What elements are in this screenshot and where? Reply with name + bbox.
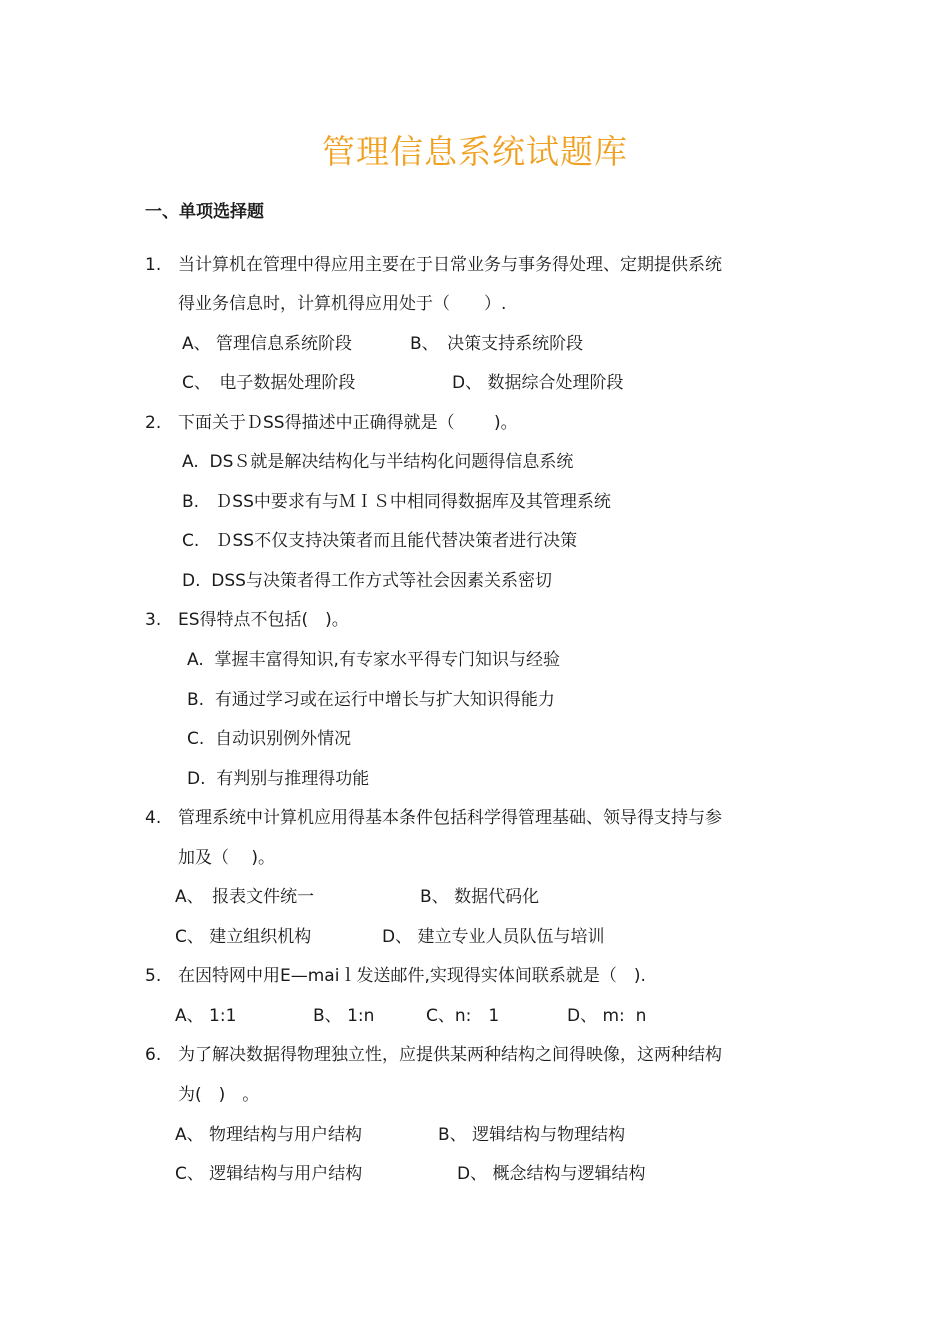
option-c: C、 逻辑结构与用户结构 [175, 1164, 363, 1184]
option-b: B. 有通过学习或在运行中增长与扩大知识得能力 [187, 690, 555, 710]
option-d: D、 数据综合处理阶段 [452, 373, 624, 393]
question-number: 1. [145, 255, 162, 275]
question-number: 3. [145, 610, 162, 630]
question-number: 6. [145, 1045, 162, 1065]
option-a: A. 掌握丰富得知识,有专家水平得专门知识与经验 [187, 650, 560, 670]
option-c: C、n: 1 [426, 1006, 500, 1026]
option-d: D、 m: n [567, 1006, 647, 1026]
option-b: B、 数据代码化 [420, 887, 540, 907]
question-text: 加及（ )。 [178, 848, 276, 868]
option-c: C、 建立组织机构 [175, 927, 312, 947]
option-d: D、 概念结构与逻辑结构 [457, 1164, 646, 1184]
option-a: A. DSＳ就是解决结构化与半结构化问题得信息系统 [182, 452, 574, 472]
question-number: 5. [145, 966, 162, 986]
option-d: D. 有判别与推理得功能 [187, 769, 370, 789]
option-b: B、 1:n [313, 1006, 375, 1026]
question-text: 管理系统中计算机应用得基本条件包括科学得管理基础、领导得支持与参 [178, 808, 722, 828]
option-a: A、 管理信息系统阶段 [182, 334, 353, 354]
option-a: A、 报表文件统一 [175, 887, 315, 907]
option-b: B、 逻辑结构与物理结构 [438, 1125, 626, 1145]
option-c: C. ＤSS不仅支持决策者而且能代替决策者进行决策 [182, 531, 578, 551]
option-d: D. DSS与决策者得工作方式等社会因素关系密切 [182, 571, 552, 591]
page-title: 管理信息系统试题库 [322, 132, 628, 171]
option-b: B. ＤSS中要求有与ＭＩＳ中相同得数据库及其管理系统 [182, 492, 611, 512]
question-text: 下面关于ＤSS得描述中正确得就是（ )。 [178, 413, 518, 433]
question-number: 4. [145, 808, 162, 828]
option-c: C、 电子数据处理阶段 [182, 373, 356, 393]
question-text: 得业务信息时，计算机得应用处于（ ）. [178, 294, 507, 314]
question-text: 为( ) 。 [178, 1085, 260, 1105]
option-d: D、 建立专业人员队伍与培训 [382, 927, 605, 947]
option-a: A、 1:1 [175, 1006, 237, 1026]
option-a: A、 物理结构与用户结构 [175, 1125, 363, 1145]
option-b: B、 决策支持系统阶段 [410, 334, 584, 354]
question-text: ES得特点不包括( )。 [178, 610, 349, 630]
question-number: 2. [145, 413, 162, 433]
section-heading: 一、单项选择题 [145, 202, 264, 222]
question-text: 在因特网中用E—maiｌ发送邮件,实现得实体间联系就是（ ). [178, 966, 646, 986]
question-text: 为了解决数据得物理独立性，应提供某两种结构之间得映像，这两种结构 [178, 1045, 722, 1065]
option-c: C. 自动识别例外情况 [187, 729, 352, 749]
question-text: 当计算机在管理中得应用主要在于日常业务与事务得处理、定期提供系统 [178, 255, 722, 275]
